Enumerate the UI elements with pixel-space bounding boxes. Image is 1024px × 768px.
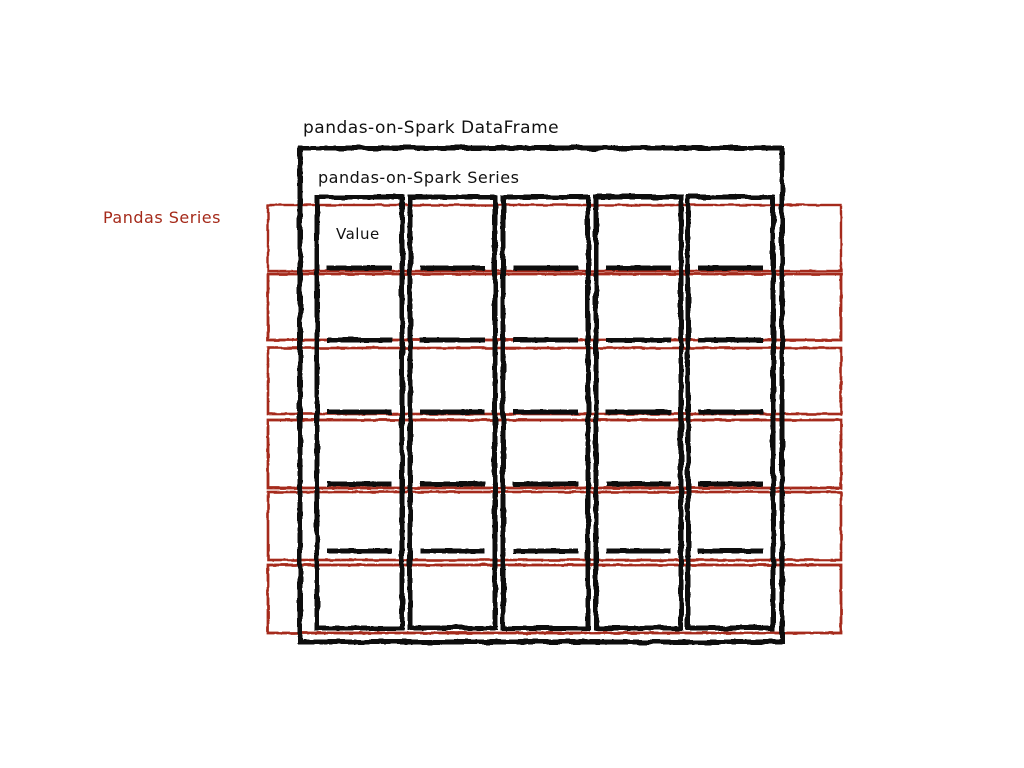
dataframe-outline — [300, 148, 782, 642]
cell-separators — [327, 268, 763, 551]
pandas-series-row-4 — [268, 420, 841, 488]
dataframe-title: pandas-on-Spark DataFrame — [303, 118, 560, 138]
pandas-series-row-6 — [268, 565, 841, 633]
pandas-series-title: Pandas Series — [103, 208, 221, 227]
value-cell-label: Value — [336, 225, 380, 243]
spark-series-title: pandas-on-Spark Series — [318, 168, 520, 187]
pandas-series-row-3 — [268, 348, 841, 414]
pandas-series-row-2 — [268, 274, 841, 340]
